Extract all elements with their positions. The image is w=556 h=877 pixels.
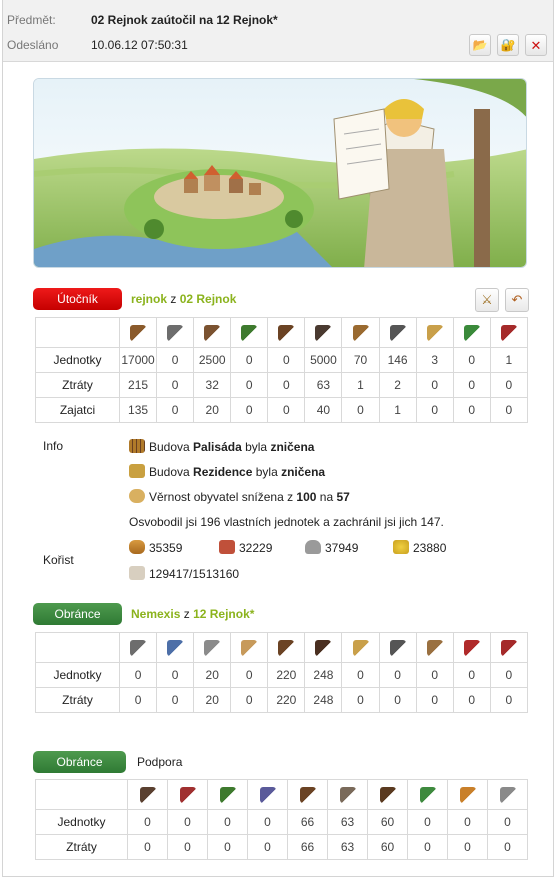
unit-count-cell: 0 [157,398,194,423]
defender-header [33,603,527,627]
unit-count-cell: 66 [288,810,328,835]
unit-count-cell: 0 [248,810,288,835]
unit-count-cell: 0 [120,663,157,688]
defender-units-table [35,632,528,713]
report-frame [2,0,554,877]
loot-iron: 37949 [305,540,358,555]
unit-count-cell: 20 [194,663,231,688]
send-reinforcement-button[interactable] [505,288,529,312]
unit-count-cell: 0 [379,663,416,688]
unit-count-cell: 63 [328,835,368,860]
unit-11-icon [501,640,517,656]
support-units-table [35,779,528,860]
table-row [36,810,528,835]
senator-icon [129,489,145,503]
unit-7-icon [353,325,369,341]
unit-count-cell: 0 [416,398,453,423]
unit-count-cell: 60 [368,810,408,835]
subject-label: Předmět: [7,13,56,27]
unit-icon-cell [448,780,488,810]
unit-4-icon [241,325,257,341]
unit-1-icon [130,325,146,341]
unit-1-icon [130,640,146,656]
unit-count-cell: 70 [342,348,379,373]
unit-count-cell: 0 [231,663,268,688]
unit-count-cell: 0 [416,688,453,713]
info-line-palisade: Budova Palisáda byla zničena [129,439,314,454]
unit-count-cell: 0 [231,373,268,398]
loot-wood: 35359 [129,540,182,555]
unit-count-cell: 17000 [120,348,157,373]
unit-6-icon [315,325,331,341]
table-row [36,373,528,398]
unit-count-cell: 0 [488,810,528,835]
unit-count-cell: 248 [305,688,342,713]
report-header [3,0,553,62]
unit-count-cell: 0 [416,663,453,688]
unit-icon-cell [231,633,268,663]
unit-icon-cell [453,633,490,663]
defender-village-link[interactable]: 12 Rejnok* [193,607,255,621]
unit-9-icon [427,640,443,656]
unit-4-icon [260,787,276,803]
unit-icon-cell [488,780,528,810]
delete-button[interactable] [525,34,547,56]
unit-3-icon [204,325,220,341]
unit-count-cell: 0 [268,398,305,423]
unit-icon-cell [157,633,194,663]
attacker-actions [475,288,529,312]
unit-icon-row [36,318,528,348]
unit-count-cell: 20 [194,688,231,713]
unit-count-cell: 146 [379,348,416,373]
info-line-residence: Budova Rezidence byla zničena [129,464,325,479]
unit-count-cell: 0 [453,688,490,713]
unit-icon-cell [490,318,527,348]
subject-text: 02 Rejnok zaútočil na 12 Rejnok* [91,13,278,27]
report-banner-image [33,78,527,268]
unit-count-cell: 0 [490,688,527,713]
wood-icon [129,540,145,554]
unit-5-icon [300,787,316,803]
unit-count-cell: 0 [342,688,379,713]
attacker-title [131,288,236,310]
unit-4-icon [241,640,257,656]
defender-player-link[interactable]: Nemexis [131,607,181,621]
unit-count-cell: 2 [379,373,416,398]
unit-10-icon [500,787,516,803]
info-line-freed: Osvobodil jsi 196 vlastních jednotek a zachránil jsi jich 147. [129,515,444,529]
unit-count-cell: 3 [416,348,453,373]
attacker-player-link[interactable]: rejnok [131,292,168,306]
unit-10-icon [464,325,480,341]
unit-count-cell: 0 [157,663,194,688]
table-row [36,398,528,423]
unit-2-icon [180,787,196,803]
unit-count-cell: 0 [453,348,490,373]
unit-count-cell: 0 [379,688,416,713]
unit-3-icon [204,640,220,656]
unit-count-cell: 0 [157,688,194,713]
unit-1-icon [140,787,156,803]
table-row [36,688,528,713]
unit-count-cell: 0 [408,810,448,835]
unit-count-cell: 0 [408,835,448,860]
unit-icon-cell [379,318,416,348]
unit-2-icon [167,325,183,341]
unit-icon-cell [453,318,490,348]
row-label: Zajatci [36,398,120,423]
unit-icon-cell [208,780,248,810]
unit-icon-cell [408,780,448,810]
support-label: Podpora [137,755,183,769]
row-label: Jednotky [36,810,128,835]
unit-6-icon [315,640,331,656]
unit-count-cell: 32 [194,373,231,398]
unit-icon-cell [248,780,288,810]
attacker-header [33,288,527,312]
unit-icon-cell [368,780,408,810]
archive-button[interactable] [497,34,519,56]
unit-8-icon [390,325,406,341]
unit-count-cell: 0 [248,835,288,860]
iron-icon [305,540,321,554]
unit-icon-cell [268,633,305,663]
attack-again-button[interactable] [475,288,499,312]
unit-icon-cell [120,633,157,663]
unit-icon-cell [328,780,368,810]
support-role-badge: Obránce [33,751,126,773]
unit-count-cell: 0 [416,373,453,398]
unit-icon-cell [416,633,453,663]
row-label: Ztráty [36,688,120,713]
table-row [36,348,528,373]
unit-count-cell: 0 [488,835,528,860]
unit-count-cell: 0 [453,398,490,423]
sent-label: Odesláno [7,38,59,52]
unit-count-cell: 20 [194,398,231,423]
unit-icon-cell [305,633,342,663]
unit-count-cell: 0 [342,663,379,688]
unit-5-icon [278,640,294,656]
unit-count-cell: 0 [490,373,527,398]
unit-count-cell: 248 [305,663,342,688]
delete-icon: ✕ [530,37,542,53]
unit-icon-cell [120,318,157,348]
table-row [36,663,528,688]
unit-count-cell: 0 [231,688,268,713]
unit-count-cell: 0 [157,373,194,398]
unit-count-cell: 1 [379,398,416,423]
loot-carry: 129417/1513160 [129,566,239,581]
clay-icon [219,540,235,554]
info-label: Info [43,439,64,453]
unit-icon-cell [379,633,416,663]
unit-count-cell: 0 [448,810,488,835]
unit-icon-row [36,780,528,810]
residence-icon [129,464,145,478]
defender-title [131,603,254,625]
unit-icon-cell [342,318,379,348]
crop-icon [393,540,409,554]
unit-count-cell: 0 [208,835,248,860]
crossed-swords-icon: ⚔ [481,292,493,307]
defender-role-badge: Obránce [33,603,122,625]
unit-count-cell: 0 [342,398,379,423]
unit-11-icon [501,325,517,341]
unit-count-cell: 0 [231,348,268,373]
unit-count-cell: 0 [453,663,490,688]
unit-icon-cell [490,633,527,663]
unit-count-cell: 60 [368,835,408,860]
unit-count-cell: 5000 [305,348,342,373]
support-header [33,751,527,775]
unit-count-cell: 63 [328,810,368,835]
attacker-joiner: z [170,292,177,306]
unit-6-icon [340,787,356,803]
unit-count-cell: 66 [288,835,328,860]
archive-icon: 🔐 [500,38,516,52]
row-label: Ztráty [36,373,120,398]
attacker-role-badge: Útočník [33,288,122,310]
attacker-village-link[interactable]: 02 Rejnok [179,292,237,306]
village-scene-illustration [34,79,527,268]
unit-10-icon [464,640,480,656]
unit-count-cell: 220 [268,688,305,713]
unit-icon-cell [194,633,231,663]
loot-label: Kořist [43,553,74,567]
move-icon: 📂 [472,38,488,52]
carry-icon [129,566,145,580]
header-actions [469,34,547,56]
unit-count-cell: 40 [305,398,342,423]
unit-7-icon [380,787,396,803]
empty-cell [36,318,120,348]
unit-icon-cell [342,633,379,663]
unit-count-cell: 0 [268,373,305,398]
unit-icon-cell [288,780,328,810]
attacker-units-table [35,317,528,423]
unit-3-icon [220,787,236,803]
arrow-return-icon: ↶ [511,292,523,307]
palisade-icon [129,439,145,453]
unit-count-cell: 1 [490,348,527,373]
unit-count-cell: 0 [490,663,527,688]
support-title [137,751,182,773]
info-line-loyalty: Věrnost obyvatel snížena z 100 na 57 [129,489,350,504]
unit-count-cell: 0 [168,810,208,835]
unit-8-icon [420,787,436,803]
unit-count-cell: 0 [120,688,157,713]
row-label: Ztráty [36,835,128,860]
unit-count-cell: 0 [268,348,305,373]
unit-count-cell: 63 [305,373,342,398]
unit-count-cell: 220 [268,663,305,688]
table-row [36,835,528,860]
defender-joiner: z [183,607,190,621]
unit-icon-cell [157,318,194,348]
unit-2-icon [167,640,183,656]
empty-cell [36,780,128,810]
loot-crop: 23880 [393,540,446,555]
unit-icon-cell [305,318,342,348]
unit-8-icon [390,640,406,656]
unit-count-cell: 0 [128,810,168,835]
unit-icon-cell [231,318,268,348]
unit-count-cell: 0 [128,835,168,860]
unit-count-cell: 2500 [194,348,231,373]
loot-clay: 32229 [219,540,272,555]
row-label: Jednotky [36,663,120,688]
unit-7-icon [353,640,369,656]
row-label: Jednotky [36,348,120,373]
unit-icon-cell [416,318,453,348]
unit-icon-cell [194,318,231,348]
unit-5-icon [278,325,294,341]
unit-count-cell: 0 [208,810,248,835]
unit-count-cell: 1 [342,373,379,398]
unit-icon-cell [128,780,168,810]
unit-9-icon [460,787,476,803]
unit-icon-row [36,633,528,663]
unit-count-cell: 215 [120,373,157,398]
unit-icon-cell [168,780,208,810]
unit-icon-cell [268,318,305,348]
sent-time: 10.06.12 07:50:31 [91,38,188,52]
unit-count-cell: 0 [231,398,268,423]
unit-count-cell: 0 [157,348,194,373]
unit-count-cell: 0 [448,835,488,860]
unit-9-icon [427,325,443,341]
move-button[interactable] [469,34,491,56]
unit-count-cell: 0 [490,398,527,423]
unit-count-cell: 0 [168,835,208,860]
unit-count-cell: 0 [453,373,490,398]
unit-count-cell: 135 [120,398,157,423]
empty-cell [36,633,120,663]
